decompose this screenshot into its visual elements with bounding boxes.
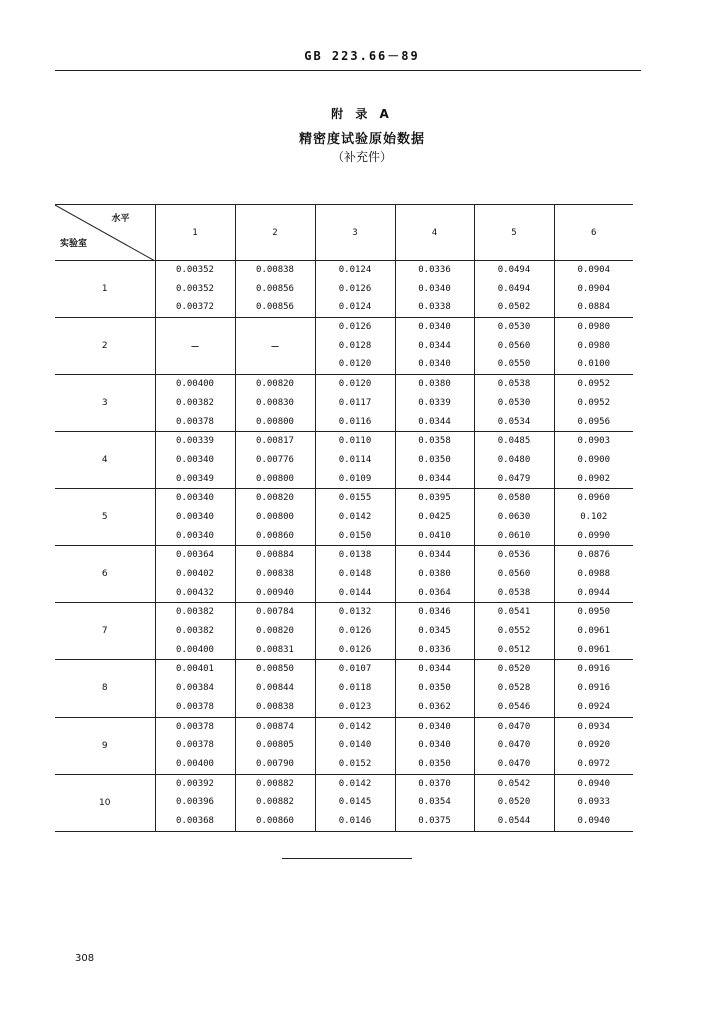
result-cell xyxy=(155,660,235,717)
measurement-value: 0.0126 xyxy=(338,322,372,333)
measurement-value: 0.0902 xyxy=(577,473,610,484)
measurement-value: 0.0146 xyxy=(338,815,372,826)
measurement-value: 0.00382 xyxy=(176,626,214,637)
measurement-value: 0.00838 xyxy=(256,701,294,712)
measurement-value: 0.0520 xyxy=(497,797,531,808)
measurement-value: 0.0100 xyxy=(577,359,610,370)
measurement-value: 0.0128 xyxy=(338,340,372,351)
measurement-value: 0.0117 xyxy=(338,397,372,408)
measurement-value: 0.00830 xyxy=(256,397,294,408)
end-rule xyxy=(282,858,412,859)
table-row xyxy=(55,660,633,717)
measurement-value: 0.0960 xyxy=(577,493,610,504)
missing-value: — xyxy=(271,339,279,354)
measurement-value: 0.0148 xyxy=(338,569,372,579)
result-cell xyxy=(155,318,235,375)
measurement-value: 0.00340 xyxy=(176,511,214,522)
level-header: 1 xyxy=(155,205,235,261)
appendix-title: 精密度试验原始数据 xyxy=(298,132,425,147)
measurement-value: 0.00884 xyxy=(256,550,294,561)
measurement-value: 0.0336 xyxy=(418,644,451,655)
measurement-value: 0.102 xyxy=(580,511,608,522)
measurement-value: 0.0934 xyxy=(577,721,610,732)
table-row xyxy=(55,717,633,774)
measurement-value: 0.00784 xyxy=(256,607,294,618)
measurement-value: 0.00860 xyxy=(256,530,294,541)
measurement-value: 0.00384 xyxy=(176,683,214,694)
measurement-value: 0.0980 xyxy=(577,340,610,351)
result-cell xyxy=(474,318,554,375)
measurement-value: 0.00340 xyxy=(176,454,214,465)
lab-number-cell: 6 xyxy=(55,546,155,603)
result-cell xyxy=(474,546,554,603)
measurement-value: 0.0940 xyxy=(577,778,610,789)
measurement-value: 0.0126 xyxy=(338,644,372,655)
measurement-value: 0.0630 xyxy=(497,511,531,522)
measurement-value: 0.00400 xyxy=(176,644,214,655)
result-cell xyxy=(155,489,235,546)
measurement-value: 0.00800 xyxy=(256,511,294,522)
table-corner-header xyxy=(55,205,155,261)
lab-number-cell: 1 xyxy=(55,261,155,318)
measurement-value: 0.00856 xyxy=(256,283,294,294)
result-cell xyxy=(554,489,633,546)
measurement-value: 0.0876 xyxy=(577,550,610,561)
measurement-value: 0.0546 xyxy=(497,701,531,712)
measurement-value: 0.00776 xyxy=(256,454,294,465)
measurement-value: 0.00352 xyxy=(176,265,214,275)
missing-value: — xyxy=(191,339,199,354)
measurement-value: 0.0950 xyxy=(577,607,610,618)
result-cell xyxy=(155,546,235,603)
measurement-value: 0.0354 xyxy=(418,797,451,808)
measurement-value: 0.0972 xyxy=(577,758,610,769)
table-body xyxy=(55,261,633,832)
measurement-value: 0.0344 xyxy=(418,473,451,484)
measurement-value: 0.0350 xyxy=(418,683,451,694)
measurement-value: 0.00392 xyxy=(176,778,214,789)
level-header: 2 xyxy=(235,205,315,261)
result-cell xyxy=(554,546,633,603)
measurement-value: 0.0961 xyxy=(577,644,610,655)
measurement-value: 0.0900 xyxy=(577,454,610,465)
measurement-value: 0.0988 xyxy=(577,569,610,579)
measurement-value: 0.0990 xyxy=(577,530,610,541)
measurement-value: 0.00790 xyxy=(256,758,294,769)
measurement-value: 0.00856 xyxy=(256,302,294,313)
measurement-value: 0.0155 xyxy=(338,493,372,504)
measurement-value: 0.0340 xyxy=(418,322,451,333)
result-cell xyxy=(474,660,554,717)
measurement-value: 0.0350 xyxy=(418,454,451,465)
table-row xyxy=(55,774,633,831)
measurement-value: 0.00400 xyxy=(176,758,214,769)
measurement-value: 0.00382 xyxy=(176,607,214,618)
measurement-value: 0.00339 xyxy=(176,436,214,447)
result-cell xyxy=(474,603,554,660)
measurement-value: 0.0528 xyxy=(497,683,531,694)
measurement-value: 0.0924 xyxy=(577,701,610,712)
measurement-value: 0.00382 xyxy=(176,397,214,408)
measurement-value: 0.00820 xyxy=(256,493,294,504)
result-cell xyxy=(554,318,633,375)
result-cell xyxy=(235,603,315,660)
result-cell xyxy=(474,717,554,774)
measurement-value: 0.0120 xyxy=(338,379,372,390)
lab-number-cell: 3 xyxy=(55,375,155,432)
standard-code-header: GB 223.66－89 xyxy=(304,49,420,63)
measurement-value: 0.0120 xyxy=(338,359,372,370)
measurement-value: 0.0338 xyxy=(418,302,451,313)
result-cell xyxy=(315,546,395,603)
lab-number-cell: 7 xyxy=(55,603,155,660)
measurement-value: 0.00372 xyxy=(176,302,214,313)
measurement-value: 0.0916 xyxy=(577,683,610,694)
measurement-value: 0.00349 xyxy=(176,473,214,484)
table-row xyxy=(55,318,633,375)
measurement-value: 0.0340 xyxy=(418,721,451,732)
level-header: 3 xyxy=(315,205,395,261)
lab-number-cell: 2 xyxy=(55,318,155,375)
lab-number-cell: 8 xyxy=(55,660,155,717)
measurement-value: 0.0142 xyxy=(338,721,372,732)
result-cell xyxy=(395,660,474,717)
result-cell xyxy=(155,261,235,318)
measurement-value: 0.0884 xyxy=(577,302,610,313)
measurement-value: 0.0470 xyxy=(497,721,531,732)
result-cell xyxy=(155,603,235,660)
measurement-value: 0.0142 xyxy=(338,511,372,522)
measurement-value: 0.00850 xyxy=(256,664,294,675)
measurement-value: 0.0933 xyxy=(577,797,610,808)
result-cell xyxy=(315,489,395,546)
measurement-value: 0.0345 xyxy=(418,626,451,637)
result-cell xyxy=(235,261,315,318)
measurement-value: 0.0344 xyxy=(418,340,451,351)
measurement-value: 0.0344 xyxy=(418,416,451,427)
result-cell xyxy=(235,546,315,603)
measurement-value: 0.0470 xyxy=(497,740,531,751)
measurement-value: 0.0339 xyxy=(418,397,451,408)
table-row xyxy=(55,432,633,489)
measurement-value: 0.00817 xyxy=(256,436,294,447)
measurement-value: 0.0138 xyxy=(338,550,372,561)
result-cell xyxy=(554,660,633,717)
result-cell xyxy=(155,774,235,831)
result-cell xyxy=(395,261,474,318)
measurement-value: 0.0410 xyxy=(418,530,451,541)
corner-diagonal-line xyxy=(55,205,155,261)
measurement-value: 0.0346 xyxy=(418,607,451,618)
measurement-value: 0.0980 xyxy=(577,322,610,333)
measurement-value: 0.0425 xyxy=(418,511,451,522)
result-cell xyxy=(474,432,554,489)
measurement-value: 0.0494 xyxy=(497,283,531,294)
measurement-value: 0.0470 xyxy=(497,758,531,769)
measurement-value: 0.0961 xyxy=(577,626,610,637)
result-cell xyxy=(155,717,235,774)
measurement-value: 0.00874 xyxy=(256,721,294,732)
measurement-value: 0.0534 xyxy=(497,416,531,427)
measurement-value: 0.00400 xyxy=(176,379,214,390)
result-cell xyxy=(395,489,474,546)
level-header: 6 xyxy=(554,205,633,261)
measurement-value: 0.00860 xyxy=(256,815,294,826)
header-rule xyxy=(55,70,641,71)
measurement-value: 0.0952 xyxy=(577,379,610,390)
result-cell xyxy=(315,660,395,717)
measurement-value: 0.0542 xyxy=(497,778,531,789)
measurement-value: 0.0940 xyxy=(577,815,610,826)
lab-number-cell: 4 xyxy=(55,432,155,489)
result-cell xyxy=(235,660,315,717)
measurement-value: 0.0114 xyxy=(338,454,372,465)
measurement-value: 0.0150 xyxy=(338,530,372,541)
result-cell xyxy=(395,318,474,375)
measurement-value: 0.0956 xyxy=(577,416,610,427)
measurement-value: 0.0494 xyxy=(497,265,531,275)
result-cell xyxy=(235,432,315,489)
result-cell xyxy=(474,261,554,318)
measurement-value: 0.0152 xyxy=(338,758,372,769)
result-cell xyxy=(395,774,474,831)
measurement-value: 0.0395 xyxy=(418,493,451,504)
appendix-label: 附 录 A xyxy=(331,107,393,121)
measurement-value: 0.00378 xyxy=(176,416,214,427)
measurement-value: 0.0512 xyxy=(497,644,531,655)
measurement-value: 0.0362 xyxy=(418,701,451,712)
measurement-value: 0.0344 xyxy=(418,550,451,561)
measurement-value: 0.0544 xyxy=(497,815,531,826)
measurement-value: 0.00838 xyxy=(256,569,294,579)
table-row xyxy=(55,603,633,660)
result-cell xyxy=(395,717,474,774)
measurement-value: 0.00838 xyxy=(256,265,294,275)
measurement-value: 0.00800 xyxy=(256,473,294,484)
lab-number-cell: 9 xyxy=(55,717,155,774)
level-axis-label: 水平 xyxy=(111,214,130,224)
table-row xyxy=(55,261,633,318)
measurement-value: 0.00340 xyxy=(176,493,214,504)
measurement-value: 0.0144 xyxy=(338,587,372,598)
measurement-value: 0.0109 xyxy=(338,473,372,484)
measurement-value: 0.00378 xyxy=(176,721,214,732)
measurement-value: 0.0380 xyxy=(418,569,451,579)
result-cell xyxy=(315,717,395,774)
measurement-value: 0.0142 xyxy=(338,778,372,789)
measurement-value: 0.00364 xyxy=(176,550,214,561)
lab-number-cell: 10 xyxy=(55,774,155,831)
result-cell xyxy=(155,432,235,489)
lab-axis-label: 实验室 xyxy=(60,239,88,249)
measurement-value: 0.0903 xyxy=(577,436,610,447)
measurement-value: 0.0124 xyxy=(338,265,372,275)
measurement-value: 0.0920 xyxy=(577,740,610,751)
measurement-value: 0.0358 xyxy=(418,436,451,447)
measurement-value: 0.0375 xyxy=(418,815,451,826)
measurement-value: 0.0118 xyxy=(338,683,372,694)
result-cell xyxy=(474,489,554,546)
result-cell xyxy=(315,432,395,489)
measurement-value: 0.00882 xyxy=(256,797,294,808)
measurement-value: 0.00401 xyxy=(176,664,214,675)
measurement-value: 0.0904 xyxy=(577,265,610,275)
measurement-value: 0.00882 xyxy=(256,778,294,789)
result-cell xyxy=(395,432,474,489)
result-cell xyxy=(474,375,554,432)
lab-number-cell: 5 xyxy=(55,489,155,546)
measurement-value: 0.0110 xyxy=(338,436,372,447)
measurement-value: 0.0336 xyxy=(418,265,451,275)
measurement-value: 0.0364 xyxy=(418,587,451,598)
level-header: 4 xyxy=(395,205,474,261)
table-row xyxy=(55,489,633,546)
measurement-value: 0.0344 xyxy=(418,664,451,675)
result-cell xyxy=(395,546,474,603)
measurement-value: 0.0479 xyxy=(497,473,531,484)
measurement-value: 0.00820 xyxy=(256,379,294,390)
measurement-value: 0.0541 xyxy=(497,607,531,618)
result-cell xyxy=(235,717,315,774)
result-cell xyxy=(554,774,633,831)
measurement-value: 0.0560 xyxy=(497,569,531,579)
result-cell xyxy=(474,774,554,831)
measurement-value: 0.0530 xyxy=(497,322,531,333)
measurement-value: 0.0550 xyxy=(497,359,531,370)
measurement-value: 0.00378 xyxy=(176,701,214,712)
result-cell xyxy=(315,261,395,318)
measurement-value: 0.0530 xyxy=(497,397,531,408)
result-cell xyxy=(315,375,395,432)
appendix-subtitle: （补充件） xyxy=(331,150,392,164)
result-cell xyxy=(235,318,315,375)
measurement-value: 0.0126 xyxy=(338,283,372,294)
measurement-value: 0.00800 xyxy=(256,416,294,427)
level-header: 5 xyxy=(474,205,554,261)
measurement-value: 0.00378 xyxy=(176,740,214,751)
table-row xyxy=(55,546,633,603)
measurement-value: 0.00844 xyxy=(256,683,294,694)
result-cell xyxy=(554,375,633,432)
measurement-value: 0.0124 xyxy=(338,302,372,313)
measurement-value: 0.00368 xyxy=(176,815,214,826)
measurement-value: 0.0502 xyxy=(497,302,531,313)
measurement-value: 0.0610 xyxy=(497,530,531,541)
measurement-value: 0.0132 xyxy=(338,607,372,618)
measurement-value: 0.00940 xyxy=(256,587,294,598)
measurement-value: 0.0107 xyxy=(338,664,372,675)
measurement-value: 0.0140 xyxy=(338,740,372,751)
measurement-value: 0.0952 xyxy=(577,397,610,408)
precision-data-table xyxy=(55,204,633,832)
measurement-value: 0.0340 xyxy=(418,283,451,294)
result-cell xyxy=(395,603,474,660)
result-cell xyxy=(554,603,633,660)
measurement-value: 0.0538 xyxy=(497,379,531,390)
result-cell xyxy=(235,375,315,432)
table-row xyxy=(55,375,633,432)
measurement-value: 0.0560 xyxy=(497,340,531,351)
measurement-value: 0.00340 xyxy=(176,530,214,541)
measurement-value: 0.0340 xyxy=(418,359,451,370)
measurement-value: 0.0904 xyxy=(577,283,610,294)
measurement-value: 0.00396 xyxy=(176,797,214,808)
result-cell xyxy=(554,432,633,489)
measurement-value: 0.0520 xyxy=(497,664,531,675)
result-cell xyxy=(155,375,235,432)
measurement-value: 0.0123 xyxy=(338,701,372,712)
measurement-value: 0.0145 xyxy=(338,797,372,808)
result-cell xyxy=(315,318,395,375)
result-cell xyxy=(235,774,315,831)
result-cell xyxy=(554,717,633,774)
measurement-value: 0.00820 xyxy=(256,626,294,637)
measurement-value: 0.0340 xyxy=(418,740,451,751)
measurement-value: 0.00805 xyxy=(256,740,294,751)
result-cell xyxy=(315,774,395,831)
measurement-value: 0.00432 xyxy=(176,587,214,598)
measurement-value: 0.0380 xyxy=(418,379,451,390)
result-cell xyxy=(235,489,315,546)
measurement-value: 0.0116 xyxy=(338,416,372,427)
result-cell xyxy=(395,375,474,432)
measurement-value: 0.0536 xyxy=(497,550,531,561)
measurement-value: 0.0126 xyxy=(338,626,372,637)
measurement-value: 0.0485 xyxy=(497,436,531,447)
measurement-value: 0.0370 xyxy=(418,778,451,789)
measurement-value: 0.00831 xyxy=(256,644,294,655)
page-number: 308 xyxy=(75,953,95,964)
result-cell xyxy=(315,603,395,660)
measurement-value: 0.00402 xyxy=(176,569,214,579)
measurement-value: 0.0916 xyxy=(577,664,610,675)
measurement-value: 0.0480 xyxy=(497,454,531,465)
measurement-value: 0.0552 xyxy=(497,626,531,637)
measurement-value: 0.0538 xyxy=(497,587,531,598)
measurement-value: 0.0350 xyxy=(418,758,451,769)
result-cell xyxy=(554,261,633,318)
measurement-value: 0.00352 xyxy=(176,283,214,294)
measurement-value: 0.0944 xyxy=(577,587,610,598)
measurement-value: 0.0580 xyxy=(497,493,531,504)
